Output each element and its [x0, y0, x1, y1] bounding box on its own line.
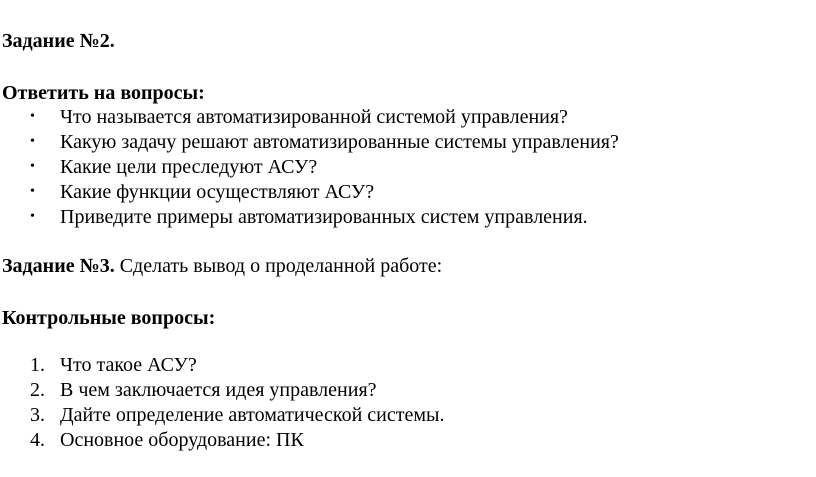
numbered-item-text: В чем заключается идея управления?	[60, 379, 377, 401]
item-number: 1.	[30, 354, 45, 376]
task3-paragraph	[2, 253, 442, 279]
bullet-icon: •	[30, 109, 35, 124]
control-questions-heading: Контрольные вопросы:	[2, 307, 216, 329]
document-page	[2, 0, 812, 477]
bullet-item-text: Какую задачу решают автоматизированные системы управления?	[60, 131, 619, 153]
task2-heading: Задание №2.	[2, 30, 115, 52]
bullet-item-text: Какие цели преследуют АСУ?	[60, 156, 318, 178]
bullet-item-text: Приведите примеры автоматизированных систем управления.	[60, 206, 588, 228]
numbered-item-text: Что такое АСУ?	[60, 354, 197, 376]
bullet-icon: •	[30, 159, 35, 174]
task3-text: Сделать вывод о проделанной работе:	[119, 255, 443, 277]
item-number: 3.	[30, 404, 45, 426]
task3-heading: Задание №3.	[2, 255, 115, 277]
bullet-icon: •	[30, 184, 35, 199]
item-number: 2.	[30, 379, 45, 401]
bullet-item-text: Какие функции осуществляют АСУ?	[60, 181, 375, 203]
numbered-item-text: Дайте определение автоматической системы.	[60, 404, 445, 426]
item-number: 4.	[30, 429, 45, 451]
answer-questions-heading: Ответить на вопросы:	[2, 82, 205, 104]
numbered-item-text: Основное оборудование: ПК	[60, 429, 304, 451]
bullet-icon: •	[30, 134, 35, 149]
bullet-item-text: Что называется автоматизированной системой управления?	[60, 106, 568, 128]
bullet-icon: •	[30, 209, 35, 224]
